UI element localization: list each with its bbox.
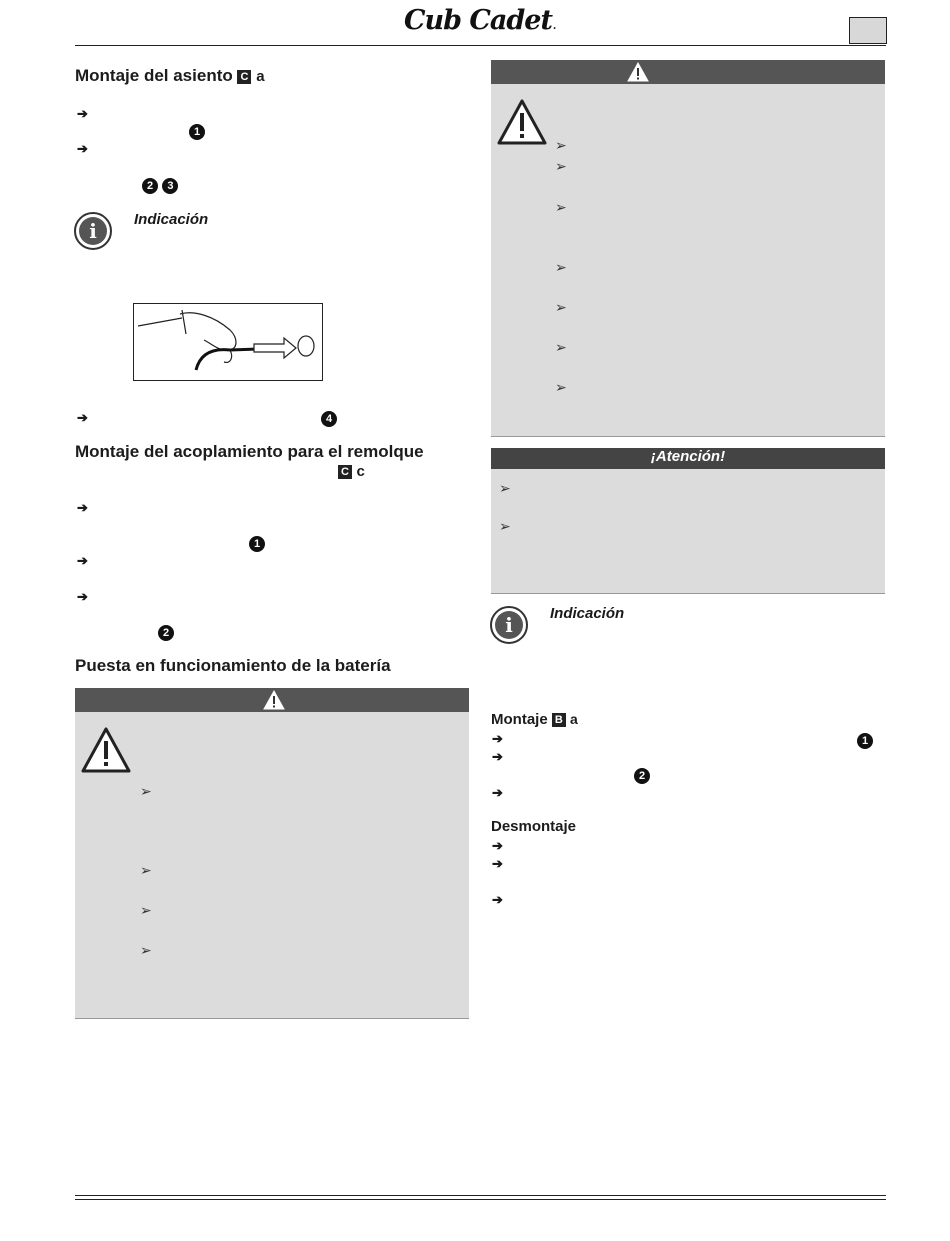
callout-number: 1 [189, 122, 205, 140]
bullet-icon: ➢ [499, 518, 511, 534]
step-arrow-icon: ➔ [77, 410, 88, 425]
figure-ref: C c [338, 463, 365, 481]
language-tab [849, 17, 887, 44]
hose-illustration [133, 303, 323, 381]
callout-number: 4 [321, 409, 337, 427]
bullet-icon: ➢ [140, 783, 152, 799]
warning-icon [627, 62, 649, 82]
step-arrow-icon: ➔ [77, 589, 88, 604]
general-warning-box [491, 60, 885, 437]
bullet-icon: ➢ [555, 158, 567, 174]
step-arrow-icon: ➔ [77, 106, 88, 121]
battery-warning-box [75, 688, 469, 1019]
step-arrow-icon: ➔ [492, 731, 503, 746]
section-title-seat: Montaje del asiento C a [75, 66, 265, 85]
section-title-hitch: Montaje del acoplamiento para el remolque [75, 442, 424, 461]
step-arrow-icon: ➔ [77, 500, 88, 515]
section-title-mount: Montaje B a [491, 711, 578, 728]
note-label: Indicación [134, 211, 209, 228]
bullet-icon: ➢ [555, 137, 567, 153]
step-arrow-icon: ➔ [492, 785, 503, 800]
section-title-battery: Puesta en funcionamiento de la batería [75, 656, 391, 675]
info-icon: i [74, 212, 112, 250]
step-arrow-icon: ➔ [492, 856, 503, 871]
step-arrow-icon: ➔ [77, 553, 88, 568]
warning-header [75, 688, 469, 712]
note-label: Indicación [550, 605, 625, 622]
callout-numbers: 2 3 [142, 176, 178, 194]
footer-rule [75, 1195, 886, 1196]
warning-header [491, 60, 885, 84]
bullet-icon: ➢ [140, 862, 152, 878]
attention-box [491, 448, 885, 594]
callout-number: 2 [158, 623, 174, 641]
section-title-dismount: Desmontaje [491, 818, 577, 835]
step-arrow-icon: ➔ [492, 892, 503, 907]
callout-number: 2 [634, 766, 650, 784]
bullet-icon: ➢ [555, 379, 567, 395]
brand-logo: Cub Cadet. [404, 5, 556, 36]
warning-triangle-icon [80, 726, 132, 774]
bullet-icon: ➢ [499, 480, 511, 496]
bullet-icon: ➢ [555, 299, 567, 315]
figure-ref-badge: C [237, 70, 251, 84]
callout-number: 1 [857, 731, 873, 749]
bullet-icon: ➢ [555, 199, 567, 215]
step-arrow-icon: ➔ [77, 141, 88, 156]
attention-header: ¡Atención! [491, 448, 885, 469]
warning-icon [263, 690, 285, 710]
bullet-icon: ➢ [555, 339, 567, 355]
bullet-icon: ➢ [140, 942, 152, 958]
warning-triangle-icon [496, 98, 548, 146]
step-arrow-icon: ➔ [492, 749, 503, 764]
header-rule [75, 45, 886, 46]
callout-number: 1 [249, 534, 265, 552]
info-icon: i [490, 606, 528, 644]
step-arrow-icon: ➔ [492, 838, 503, 853]
bullet-icon: ➢ [140, 902, 152, 918]
bullet-icon: ➢ [555, 259, 567, 275]
footer-rule [75, 1199, 886, 1200]
